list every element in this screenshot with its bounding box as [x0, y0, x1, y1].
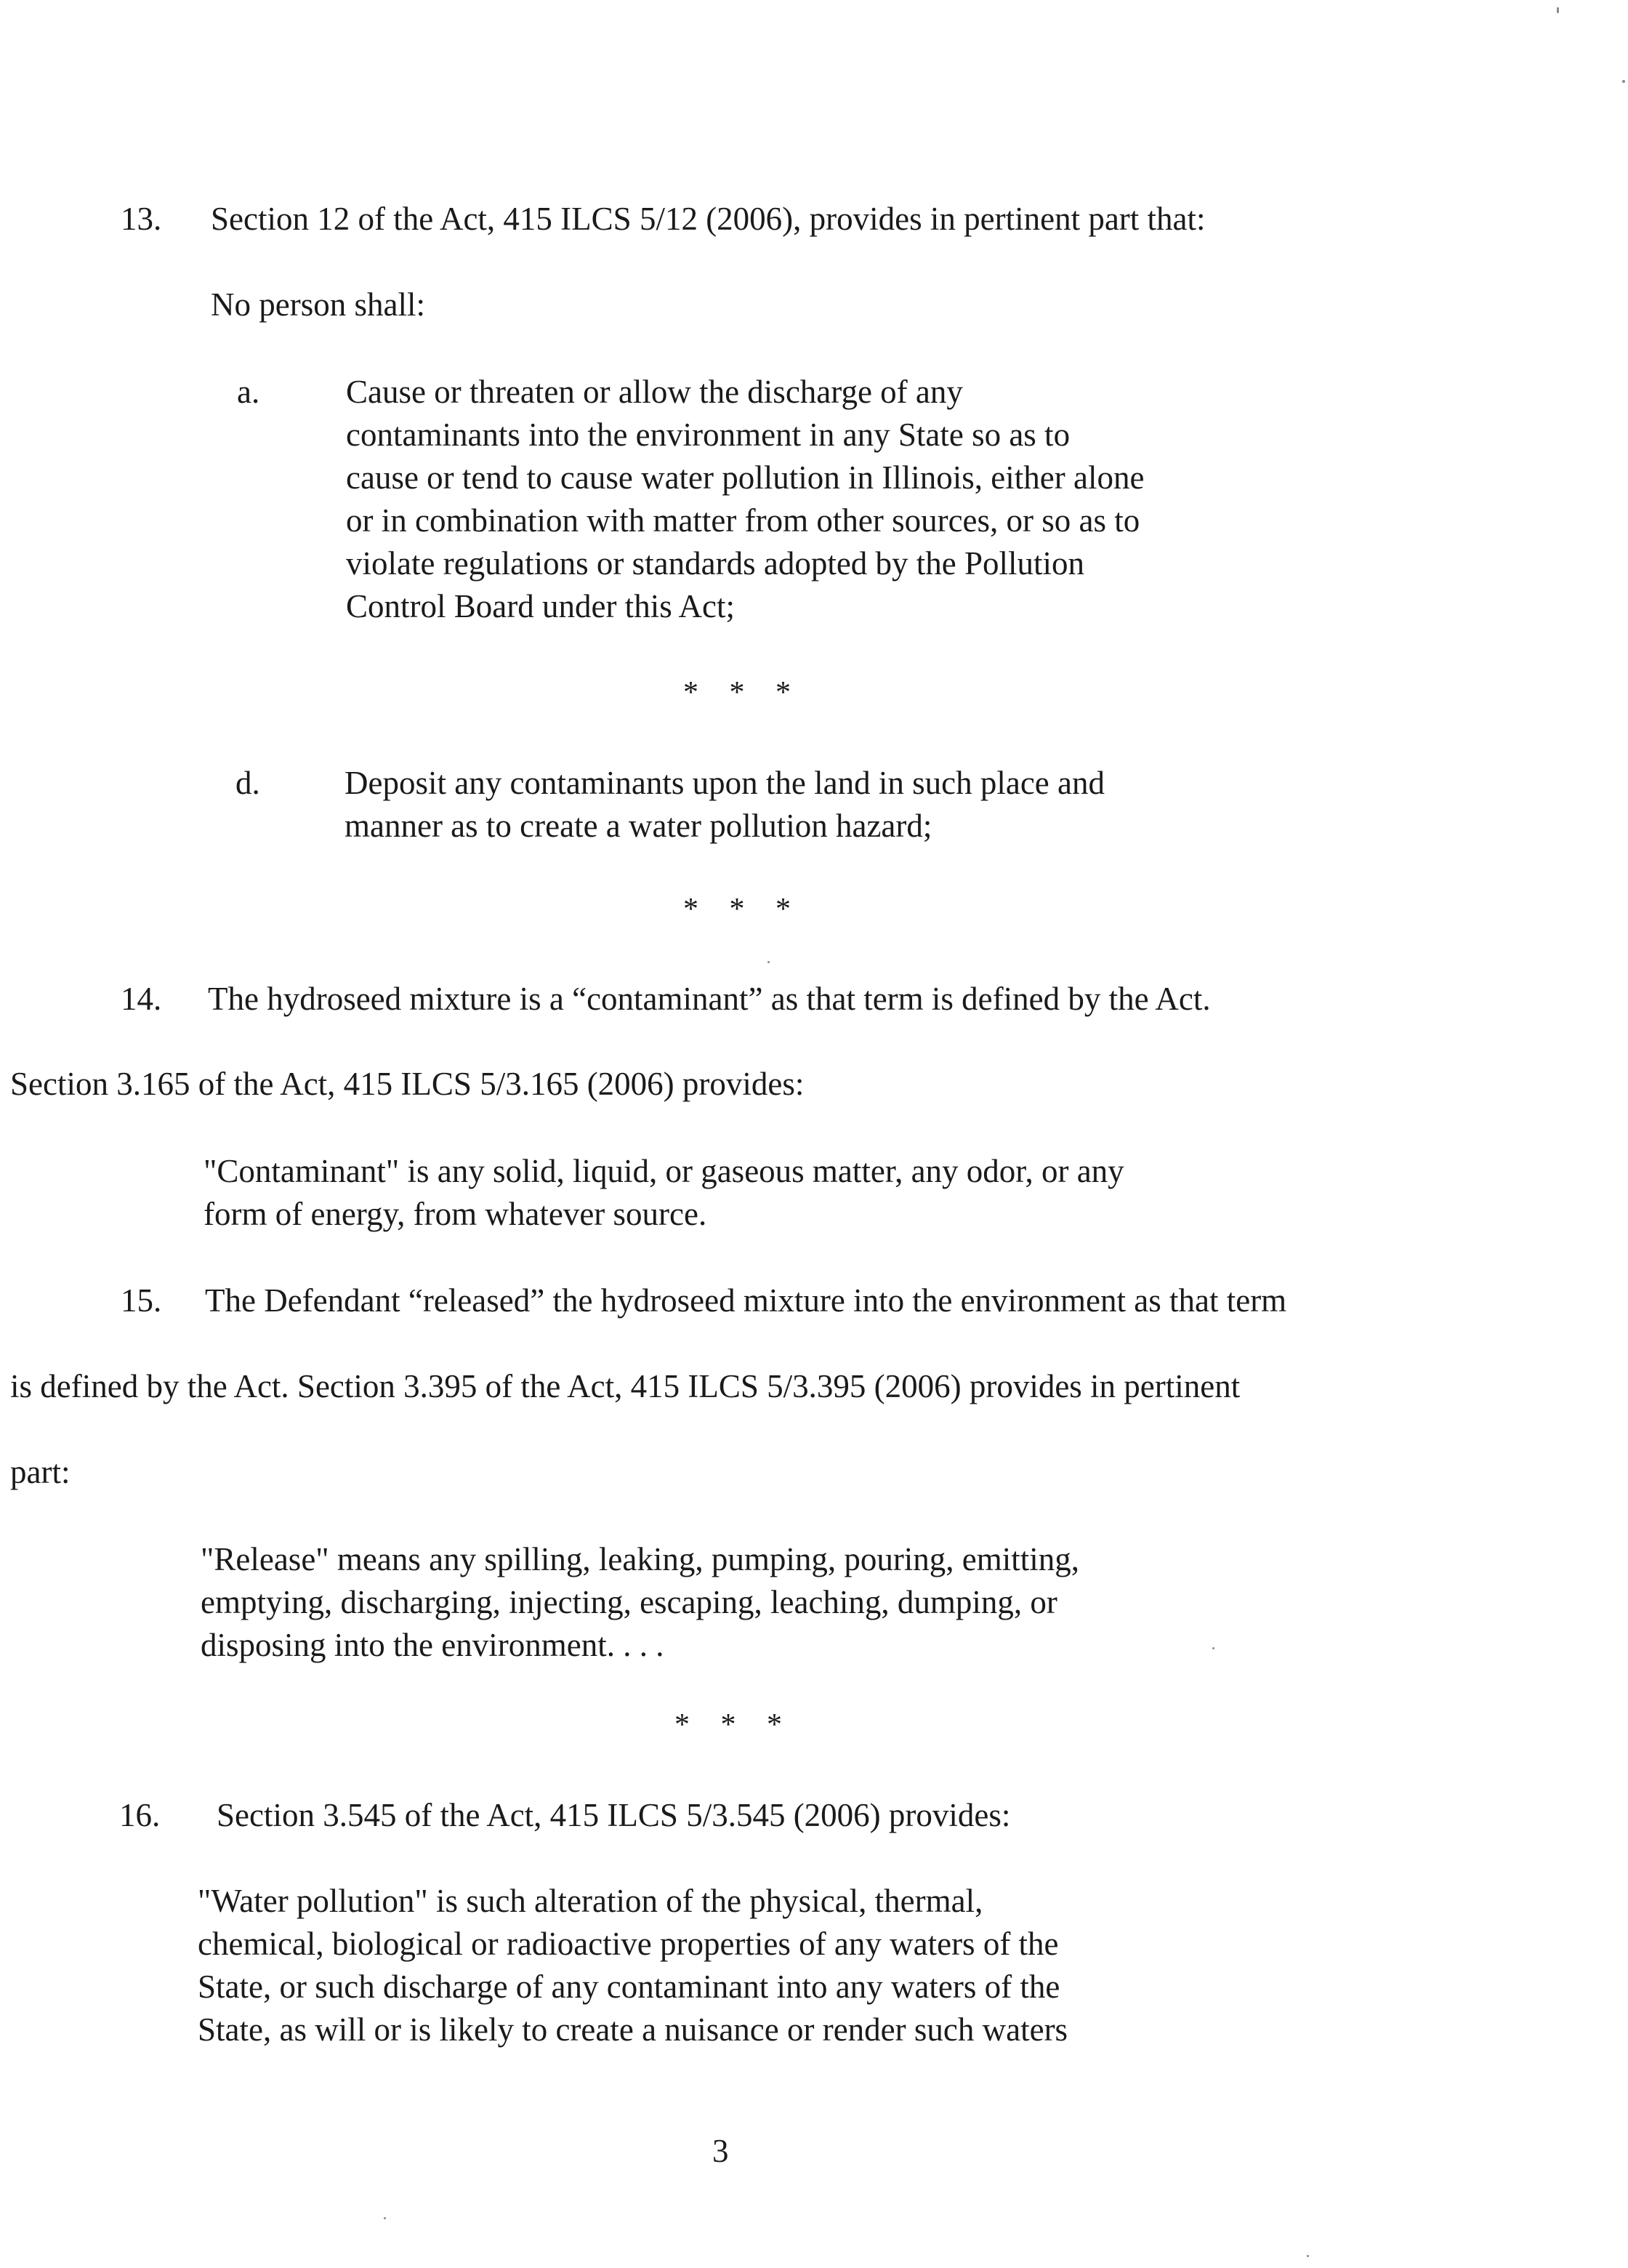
- quote-line: disposing into the environment. . . .: [201, 1627, 664, 1663]
- item-d-line: Deposit any contaminants upon the land in such place and: [344, 765, 1105, 801]
- quote-line: State, or such discharge of any contaminant into any waters of the: [198, 1969, 1060, 2005]
- item-a-letter: a.: [237, 374, 260, 410]
- quote-line: State, as will or is likely to create a nuisance or render such waters: [198, 2011, 1068, 2048]
- item-a-line: Control Board under this Act;: [346, 588, 735, 624]
- quote-line: "Release" means any spilling, leaking, pumping, pouring, emitting,: [201, 1541, 1080, 1577]
- scan-speck: [384, 2217, 386, 2219]
- omission-mark: * * *: [683, 893, 802, 926]
- paragraph-15-number: 15.: [121, 1282, 162, 1319]
- paragraph-15-line: part:: [10, 1454, 70, 1490]
- paragraph-15-line: is defined by the Act. Section 3.395 of the Act, 415 ILCS 5/3.395 (2006) provides in pertinent: [10, 1368, 1241, 1404]
- item-a-line: cause or tend to cause water pollution in Illinois, either alone: [346, 459, 1145, 496]
- quote-line: "Contaminant" is any solid, liquid, or gaseous matter, any odor, or any: [204, 1153, 1124, 1189]
- quote-line: emptying, discharging, injecting, escaping, leaching, dumping, or: [201, 1584, 1057, 1620]
- page-number: 3: [712, 2133, 729, 2169]
- paragraph-15-line: The Defendant “released” the hydroseed mixture into the environment as that term: [205, 1282, 1287, 1319]
- scan-speck: [1212, 1647, 1214, 1649]
- paragraph-13-number: 13.: [121, 201, 162, 237]
- quote-line: "Water pollution" is such alteration of the physical, thermal,: [198, 1883, 983, 1919]
- paragraph-13-lead: No person shall:: [211, 286, 425, 323]
- quote-line: chemical, biological or radioactive properties of any waters of the: [198, 1926, 1059, 1962]
- paragraph-14-text: The hydroseed mixture is a “contaminant” as that term is defined by the Act.: [208, 981, 1211, 1017]
- paragraph-13-text: Section 12 of the Act, 415 ILCS 5/12 (2006), provides in pertinent part that:: [211, 201, 1206, 237]
- quote-line: form of energy, from whatever source.: [204, 1196, 707, 1232]
- omission-mark: * * *: [674, 1708, 794, 1742]
- paragraph-16-number: 16.: [119, 1797, 161, 1833]
- scan-speck: [1557, 7, 1559, 13]
- paragraph-14-continuation: Section 3.165 of the Act, 415 ILCS 5/3.165 (2006) provides:: [10, 1066, 805, 1102]
- paragraph-16-text: Section 3.545 of the Act, 415 ILCS 5/3.545 (2006) provides:: [217, 1797, 1011, 1833]
- item-a-line: Cause or threaten or allow the discharge of any: [346, 374, 963, 410]
- item-d-letter: d.: [235, 765, 260, 801]
- scan-speck: [767, 961, 770, 963]
- scan-speck: [1622, 80, 1625, 83]
- item-d-line: manner as to create a water pollution hazard;: [344, 808, 932, 844]
- omission-mark: * * *: [683, 676, 802, 709]
- item-a-line: contaminants into the environment in any State so as to: [346, 417, 1071, 453]
- item-a-line: or in combination with matter from other sources, or so as to: [346, 502, 1140, 539]
- paragraph-14-number: 14.: [121, 981, 162, 1017]
- item-a-line: violate regulations or standards adopted by the Pollution: [346, 545, 1085, 582]
- scan-speck: [1307, 2255, 1309, 2257]
